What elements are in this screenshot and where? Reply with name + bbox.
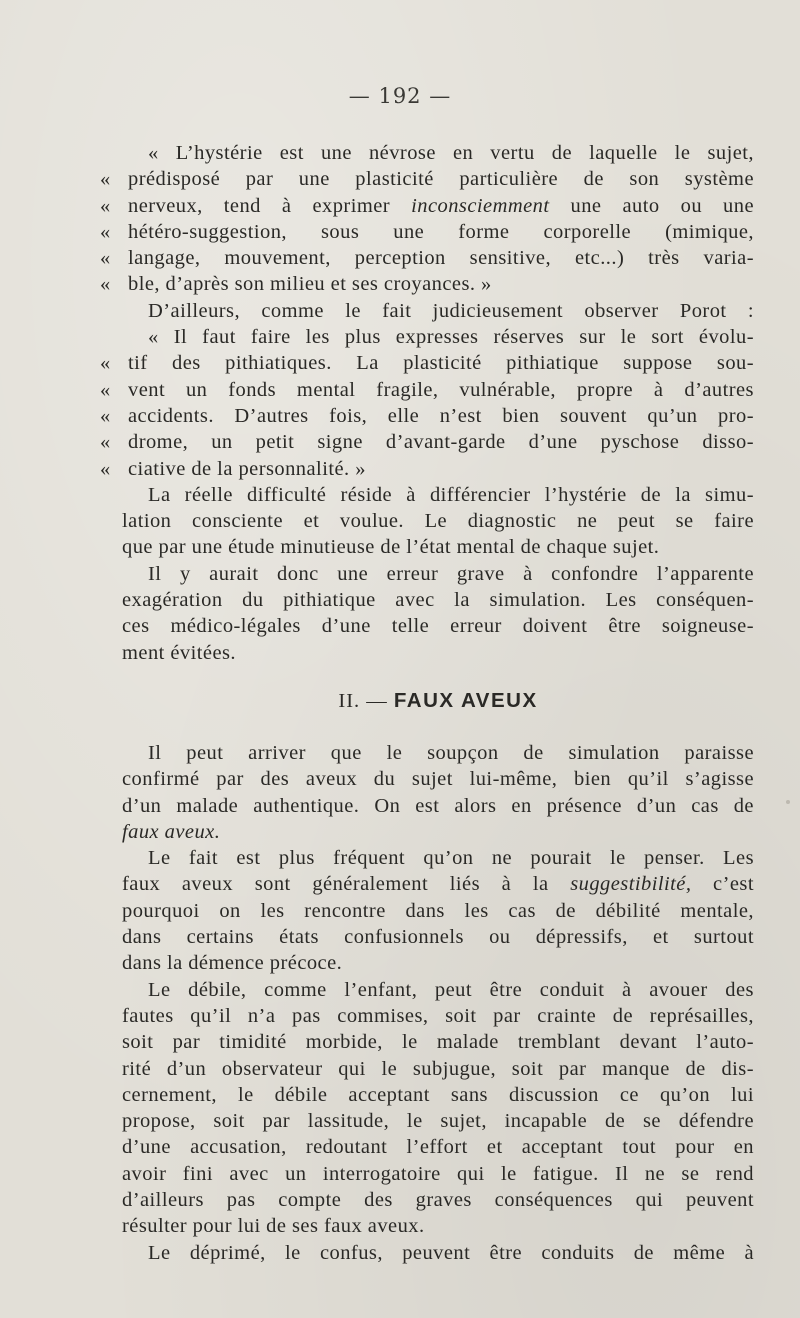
text-line: « hétéro-suggestion, sous une forme corporelle (mimique, <box>100 219 754 245</box>
text-line: Il y aurait donc une erreur grave à confondre l’apparente <box>148 562 754 585</box>
text-line: soit par timidité morbide, le malade tremblant devant l’auto- <box>122 1031 754 1054</box>
text-line: faux aveux sont généralement liés à la suggestibilité, c’est <box>122 873 754 896</box>
text-line: « langage, mouvement, perception sensitive, etc...) très varia- <box>100 245 754 271</box>
text-line: d’un malade authentique. On est alors en présence d’un cas de <box>122 794 754 817</box>
text-line: Le déprimé, le confus, peuvent être conduits de même à <box>148 1241 754 1264</box>
text-line: avoir fini avec un interrogatoire qui le fatigue. Il ne se rend <box>122 1162 754 1185</box>
text-line: dans la démence précoce. <box>122 952 343 975</box>
text-line: résulter pour lui de ses faux aveux. <box>122 1215 425 1238</box>
text-line: D’ailleurs, comme le fait judicieusement observer Porot : <box>148 299 754 322</box>
text-line: « vent un fonds mental fragile, vulnérable, propre à d’autres <box>100 377 754 403</box>
text-line: que par une étude minutieuse de l’état mental de chaque sujet. <box>122 536 660 559</box>
text-line: propose, soit par lassitude, le sujet, incapable de se défendre <box>122 1110 754 1133</box>
text-line: fautes qu’il n’a pas commises, soit par crainte de représailles, <box>122 1004 754 1027</box>
text-line: « tif des pithiatiques. La plasticité pithiatique suppose sou- <box>100 350 754 376</box>
quote-mark: « <box>100 168 111 191</box>
text-line: dans certains états confusionnels ou dépressifs, et surtout <box>122 926 754 949</box>
text-line: ment évitées. <box>122 641 237 664</box>
emphasis-suggestibilite: suggestibilité, <box>570 873 692 896</box>
text-line: lation consciente et voulue. Le diagnostic ne peut se faire <box>122 510 754 533</box>
quote-mark: « <box>100 273 111 296</box>
text-line: Le débile, comme l’enfant, peut être conduit à avouer des <box>148 978 754 1001</box>
section-title: FAUX AVEUX <box>393 688 538 712</box>
paper-speck <box>786 800 790 804</box>
page-number: — 192 — <box>348 84 452 108</box>
emphasis-faux-aveux: faux aveux. <box>122 820 221 843</box>
text-line: Il peut arriver que le soupçon de simulation paraisse <box>148 741 754 764</box>
quote-mark: « <box>100 378 111 401</box>
text-line: ces médico-légales d’une telle erreur doivent être soigneuse- <box>122 615 754 638</box>
text-line: exagération du pithiatique avec la simulation. Les conséquen- <box>122 589 754 612</box>
text-line: Le fait est plus fréquent qu’on ne pourait le penser. Les <box>148 847 754 870</box>
quote-mark: « <box>100 220 111 243</box>
quote-mark: « <box>100 352 111 375</box>
quote-mark: « <box>100 404 111 427</box>
text-line: La réelle difficulté réside à différencier l’hystérie de la simu- <box>148 483 754 506</box>
body-text <box>100 140 754 1266</box>
text-line: « L’hystérie est une névrose en vertu de laquelle le sujet, <box>148 142 754 164</box>
text-line: pourquoi on les rencontre dans les cas de débilité mentale, <box>122 899 754 922</box>
text-line: « Il faut faire les plus expresses réserves sur le sort évolu- <box>148 326 754 349</box>
text-line: « ciative de la personnalité. » <box>100 456 754 482</box>
text-line: « drome, un petit signe d’avant-garde d’une pyschose disso- <box>100 429 754 455</box>
text-line: cernement, le débile acceptant sans discussion ce qu’on lui <box>122 1083 754 1106</box>
section-heading <box>122 688 754 716</box>
quote-mark: « <box>100 247 111 270</box>
text-line: d’ailleurs pas compte des graves conséquences qui peuvent <box>122 1188 754 1211</box>
emphasis-inconsciemment: inconsciemment <box>411 194 550 217</box>
text-line: « accidents. D’autres fois, elle n’est bien souvent qu’un pro- <box>100 403 754 429</box>
text-line <box>122 819 754 845</box>
text-line: « ble, d’après son milieu et ses croyances. » <box>100 271 754 297</box>
quote-mark: « <box>100 457 111 480</box>
text-line: d’une accusation, redoutant l’effort et acceptant tout pour en <box>122 1136 754 1159</box>
quote-mark: « <box>100 431 111 454</box>
text-line: « prédisposé par une plasticité particulière de son système <box>100 166 754 192</box>
text-line: confirmé par des aveux du sujet lui-même, bien qu’il s’agisse <box>122 768 754 791</box>
text-line: « nerveux, tend à exprimer inconsciemment une auto ou une <box>100 193 754 219</box>
section-numeral: II. — <box>338 689 388 712</box>
text-line: rité d’un observateur qui le subjugue, soit par manque de dis- <box>122 1057 754 1080</box>
quote-mark: « <box>100 194 111 217</box>
